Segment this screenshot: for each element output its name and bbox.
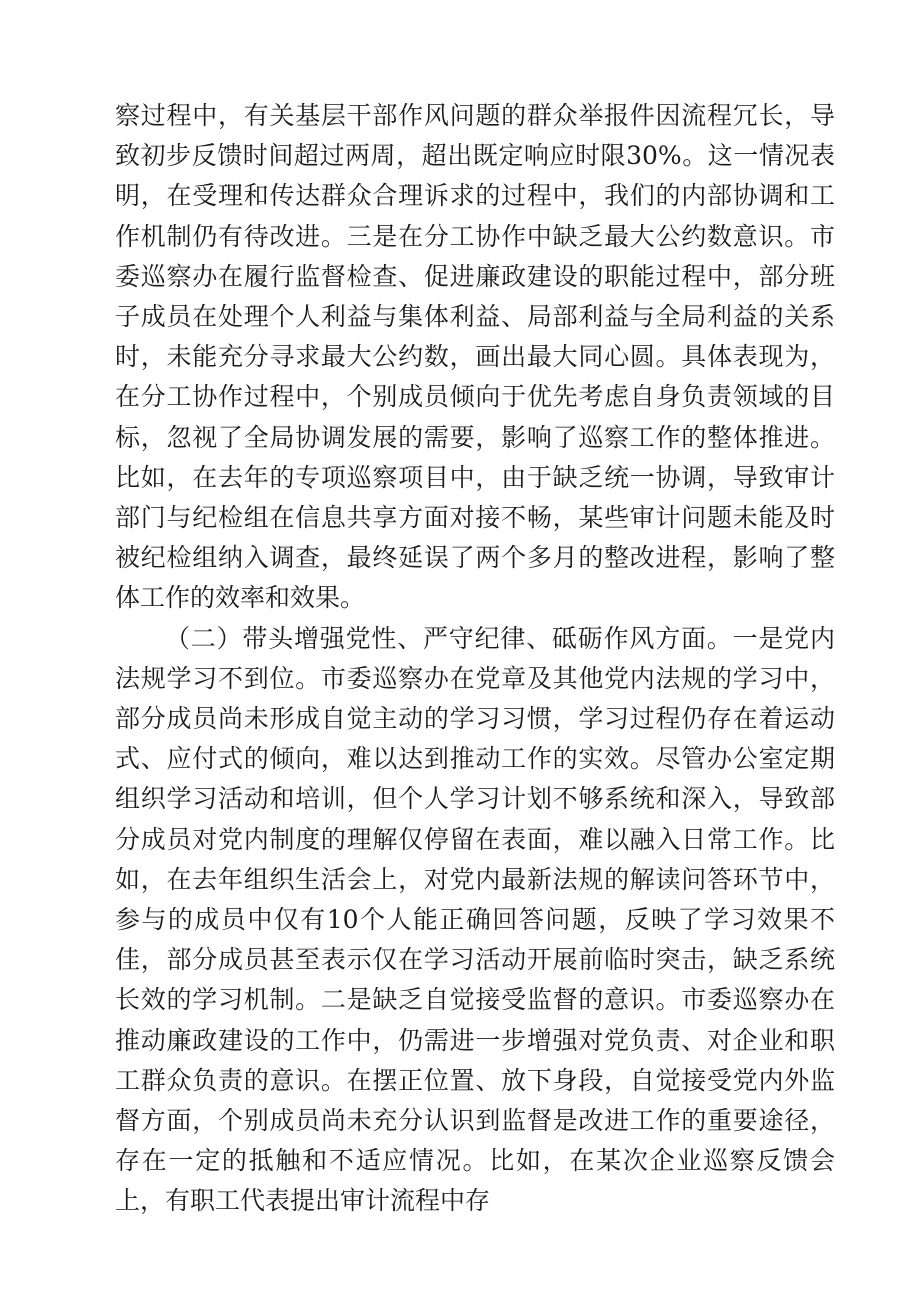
document-body — [115, 96, 835, 1222]
paragraph-continuation: 察过程中，有关基层干部作风问题的群众举报件因流程冗长，导致初步反馈时间超过两周，超出既定响应时限30%。这一情况表明，在受理和传达群众合理诉求的过程中，我们的内部协调和工作机制仍有待改进。三是在分工协作中缺乏最大公约数意识。市委巡察办在履行监督检查、促进廉政建设的职能过程中，部分班子成员在处理个人利益与集体利益、局部利益与全局利益的关系时，未能充分寻求最大公约数，画出最大同心圆。具体表现为，在分工协作过程中，个别成员倾向于优先考虑自身负责领域的目标，忽视了全局协调发展的需要，影响了巡察工作的整体推进。比如，在去年的专项巡察项目中，由于缺乏统一协调，导致审计部门与纪检组在信息共享方面对接不畅，某些审计问题未能及时被纪检组纳入调查，最终延误了两个多月的整改进程，影响了整体工作的效率和效果。 — [115, 101, 835, 613]
paragraph-section-two: （二）带头增强党性、严守纪律、砥砺作风方面。一是党内法规学习不到位。市委巡察办在党章及其他党内法规的学习中，部分成员尚未形成自觉主动的学习习惯，学习过程仍存在着运动式、应付式的倾向，难以达到推动工作的实效。尽管办公室定期组织学习活动和培训，但个人学习计划不够系统和深入，导致部分成员对党内制度的理解仅停留在表面，难以融入日常工作。比如，在去年组织生活会上，对党内最新法规的解读问答环节中，参与的成员中仅有10个人能正确回答问题，反映了学习效果不佳，部分成员甚至表示仅在学习活动开展前临时突击，缺乏系统长效的学习机制。二是缺乏自觉接受监督的意识。市委巡察办在推动廉政建设的工作中，仍需进一步增强对党负责、对企业和职工群众负责的意识。在摆正位置、放下身段，自觉接受党内外监督方面，个别成员尚未充分认识到监督是改进工作的重要途径，存在一定的抵触和不适应情况。比如，在某次企业巡察反馈会上，有职工代表提出审计流程中存 — [115, 623, 835, 1216]
